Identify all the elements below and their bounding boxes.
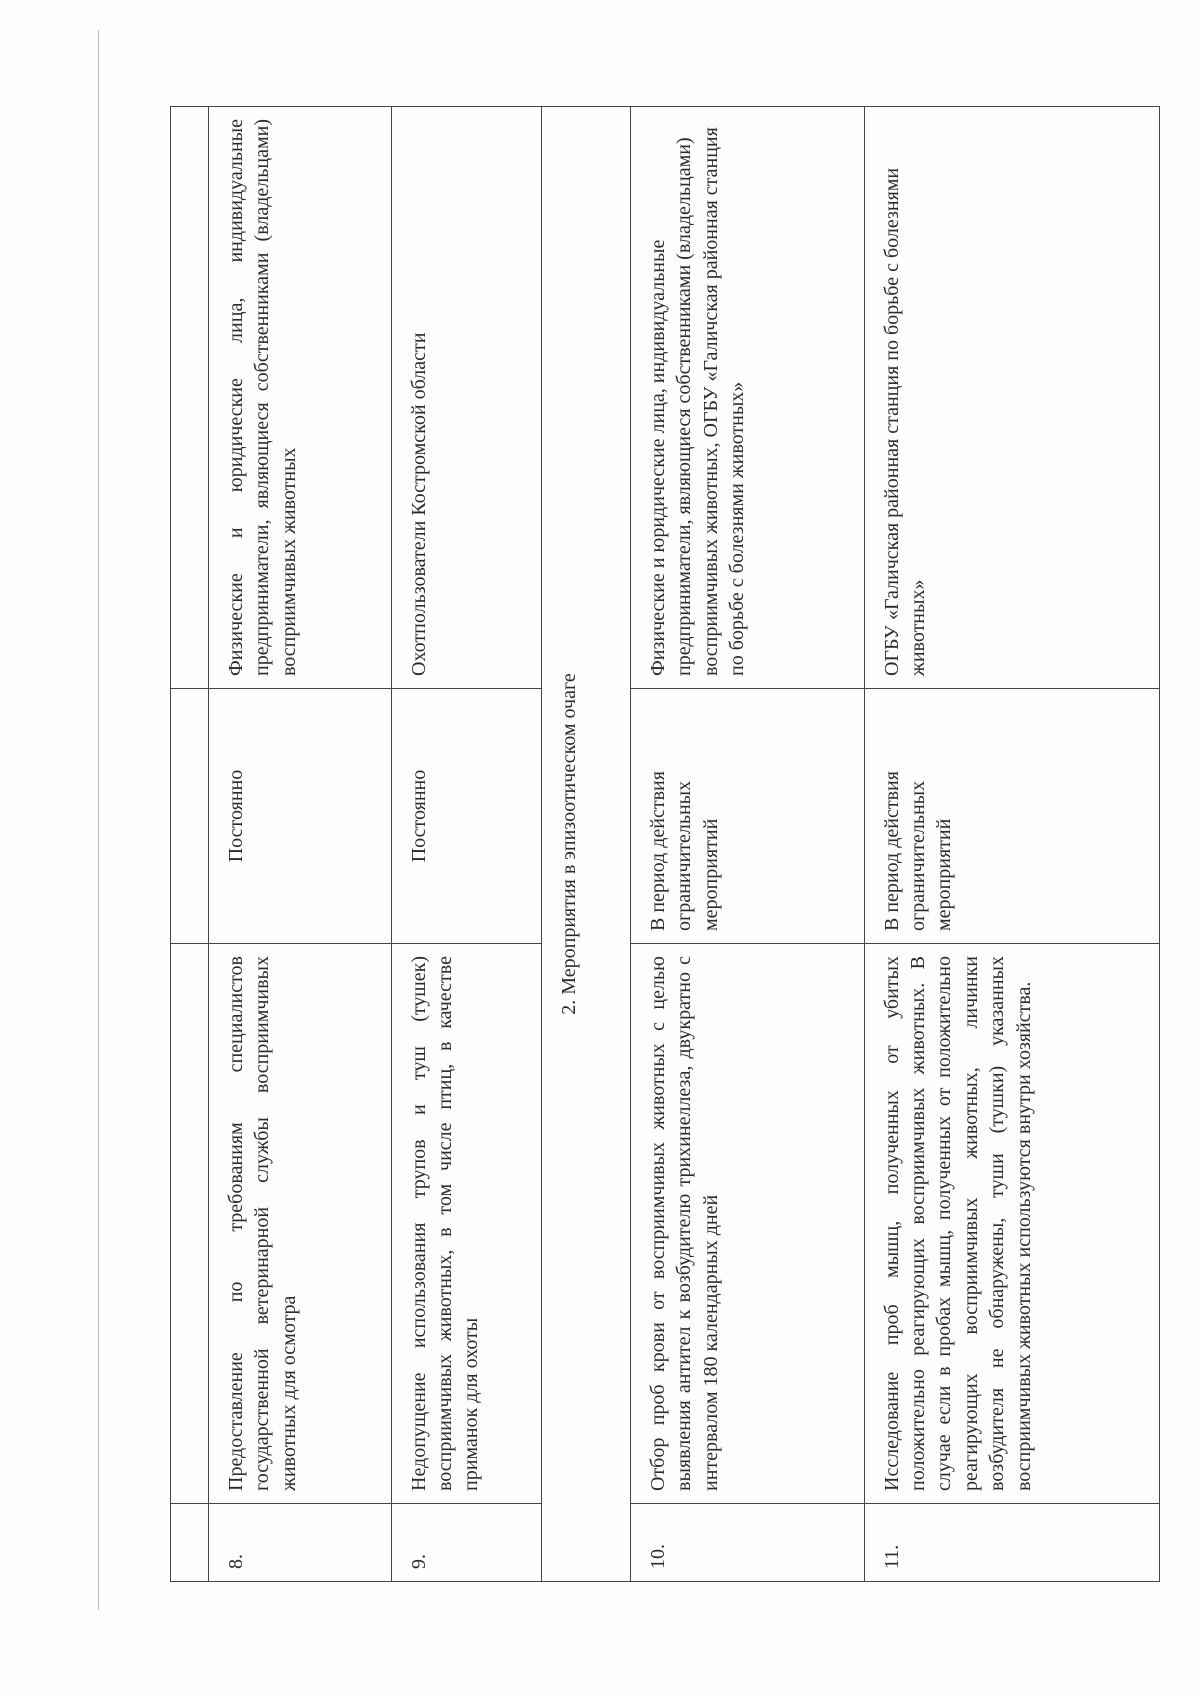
section-title: 2. Мероприятия в эпизоотическом очаге [541, 107, 630, 1582]
period-text: В период действия ограничительных мероприятий [630, 689, 864, 944]
rotated-page-content [170, 107, 1160, 1582]
row-number: 8. [208, 1504, 391, 1582]
period-text: В период действия ограничительных мероприятий [864, 689, 1159, 944]
responsible-text: Охотпользователи Костромской области [391, 107, 541, 689]
responsible-text: ОГБУ «Галичская районная станция по борьбе с болезнями животных» [864, 107, 1159, 689]
table-row [864, 107, 1159, 1582]
action-text: Недопущение использования трупов и туш (тушек) восприимчивых животных, в том числе птиц, в качестве приманок для охоты [391, 944, 541, 1504]
header-cell [171, 1504, 209, 1582]
measures-table [170, 106, 1160, 1582]
action-text: Исследование проб мышц, полученных от убитых положительно реагирующих восприимчивых животных. В случае если в пробах мышц, полученных от положительно реагирующих восприимчивых животных, личинки возбудителя не обнаружены, туши (тушки) указанных восприимчивых животных используются внутри хозяйства. [864, 944, 1159, 1504]
section-row [541, 107, 630, 1582]
responsible-text: Физические и юридические лица, индивидуальные предприниматели, являющиеся собственниками (владельцами) восприимчивых животных [208, 107, 391, 689]
action-text: Предоставление по требованиям специалистов государственной ветеринарной службы восприимчивых животных для осмотра [208, 944, 391, 1504]
table-row [630, 107, 864, 1582]
binding-line [98, 30, 99, 1610]
row-number: 10. [630, 1504, 864, 1582]
row-number: 9. [391, 1504, 541, 1582]
row-number: 11. [864, 1504, 1159, 1582]
table-row [391, 107, 541, 1582]
period-text: Постоянно [391, 689, 541, 944]
header-cell [171, 944, 209, 1504]
header-cell [171, 689, 209, 944]
table-header-strip [171, 107, 209, 1582]
period-text: Постоянно [208, 689, 391, 944]
table-row [208, 107, 391, 1582]
action-text: Отбор проб крови от восприимчивых животных с целью выявления антител к возбудителю трихинеллеза, двукратно с интервалом 180 календарных дней [630, 944, 864, 1504]
header-cell [171, 107, 209, 689]
responsible-text: Физические и юридические лица, индивидуальные предприниматели, являющиеся собственниками (владельцами) восприимчивых животных, ОГБУ «Галичская районная станция по борьбе с болезнями животных» [630, 107, 864, 689]
